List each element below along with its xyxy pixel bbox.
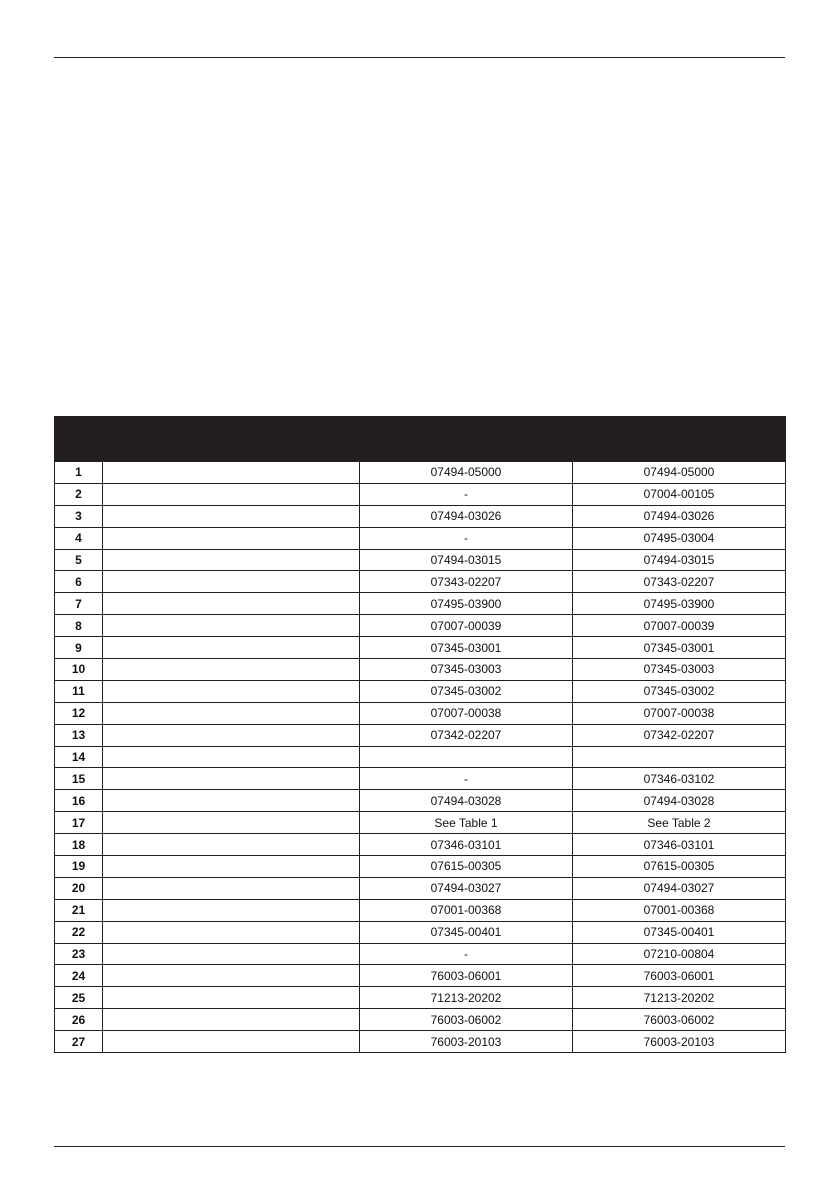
row-number: 26 <box>55 1009 103 1031</box>
table-row <box>55 505 786 527</box>
parts-table-container <box>54 416 785 1053</box>
row-part-number-a: 07494-03026 <box>360 505 573 527</box>
row-part-number-a: 07001-00368 <box>360 899 573 921</box>
table-row <box>55 812 786 834</box>
row-part-number-a: 07007-00038 <box>360 702 573 724</box>
row-part-number-a: 07345-00401 <box>360 921 573 943</box>
table-row <box>55 462 786 484</box>
table-row <box>55 549 786 571</box>
row-description <box>103 1009 360 1031</box>
table-row <box>55 593 786 615</box>
row-part-number-b: See Table 2 <box>573 812 786 834</box>
row-part-number-a: - <box>360 483 573 505</box>
row-description <box>103 571 360 593</box>
row-part-number-b: 07346-03101 <box>573 834 786 856</box>
row-description <box>103 899 360 921</box>
row-description <box>103 746 360 768</box>
row-part-number-a: 07494-03015 <box>360 549 573 571</box>
row-number: 20 <box>55 877 103 899</box>
table-row <box>55 571 786 593</box>
row-part-number-b: 07004-00105 <box>573 483 786 505</box>
row-number: 16 <box>55 790 103 812</box>
table-row <box>55 790 786 812</box>
row-part-number-a: 76003-20103 <box>360 1031 573 1053</box>
row-description <box>103 702 360 724</box>
row-description <box>103 637 360 659</box>
row-part-number-a: See Table 1 <box>360 812 573 834</box>
table-row <box>55 856 786 878</box>
row-part-number-b: 07494-03028 <box>573 790 786 812</box>
row-part-number-b: 76003-06001 <box>573 965 786 987</box>
row-number: 14 <box>55 746 103 768</box>
row-number: 17 <box>55 812 103 834</box>
row-part-number-b: 07345-03003 <box>573 659 786 681</box>
row-description <box>103 790 360 812</box>
row-number: 24 <box>55 965 103 987</box>
row-number: 1 <box>55 462 103 484</box>
top-rule <box>54 57 785 58</box>
row-description <box>103 856 360 878</box>
table-row <box>55 615 786 637</box>
row-number: 8 <box>55 615 103 637</box>
row-description <box>103 834 360 856</box>
row-number: 13 <box>55 724 103 746</box>
row-number: 12 <box>55 702 103 724</box>
row-number: 10 <box>55 659 103 681</box>
row-description <box>103 659 360 681</box>
row-part-number-b: 07345-00401 <box>573 921 786 943</box>
row-part-number-a <box>360 746 573 768</box>
row-part-number-b: 07001-00368 <box>573 899 786 921</box>
row-part-number-b: 07345-03001 <box>573 637 786 659</box>
row-part-number-a: - <box>360 943 573 965</box>
table-body <box>55 462 786 1053</box>
row-part-number-b: 07615-00305 <box>573 856 786 878</box>
row-part-number-b: 07342-02207 <box>573 724 786 746</box>
row-part-number-b: 07495-03004 <box>573 527 786 549</box>
table-row <box>55 943 786 965</box>
row-number: 3 <box>55 505 103 527</box>
row-part-number-a: 76003-06001 <box>360 965 573 987</box>
row-number: 18 <box>55 834 103 856</box>
bottom-rule <box>54 1146 785 1147</box>
row-part-number-a: - <box>360 527 573 549</box>
row-part-number-a: 07345-03002 <box>360 680 573 702</box>
row-part-number-a: 07346-03101 <box>360 834 573 856</box>
row-description <box>103 877 360 899</box>
row-number: 5 <box>55 549 103 571</box>
table-row <box>55 877 786 899</box>
table-row <box>55 921 786 943</box>
row-part-number-b: 07495-03900 <box>573 593 786 615</box>
row-number: 23 <box>55 943 103 965</box>
table-row <box>55 680 786 702</box>
table-row <box>55 637 786 659</box>
row-description <box>103 987 360 1009</box>
row-description <box>103 1031 360 1053</box>
row-part-number-a: 07007-00039 <box>360 615 573 637</box>
row-number: 11 <box>55 680 103 702</box>
table-row <box>55 987 786 1009</box>
row-description <box>103 549 360 571</box>
table-row <box>55 834 786 856</box>
row-description <box>103 680 360 702</box>
row-number: 9 <box>55 637 103 659</box>
row-part-number-b: 07494-03015 <box>573 549 786 571</box>
row-part-number-b: 07345-03002 <box>573 680 786 702</box>
table-header-row <box>55 417 786 462</box>
row-description <box>103 462 360 484</box>
row-number: 4 <box>55 527 103 549</box>
row-description <box>103 768 360 790</box>
row-description <box>103 483 360 505</box>
row-number: 15 <box>55 768 103 790</box>
parts-table <box>54 416 786 1053</box>
row-number: 6 <box>55 571 103 593</box>
row-part-number-b <box>573 746 786 768</box>
row-part-number-a: 07345-03003 <box>360 659 573 681</box>
table-row <box>55 965 786 987</box>
row-part-number-b: 71213-20202 <box>573 987 786 1009</box>
row-part-number-a: 07343-02207 <box>360 571 573 593</box>
row-part-number-b: 07007-00039 <box>573 615 786 637</box>
row-part-number-b: 07210-00804 <box>573 943 786 965</box>
row-part-number-a: 07494-05000 <box>360 462 573 484</box>
row-number: 21 <box>55 899 103 921</box>
row-description <box>103 527 360 549</box>
header-cell-part-a <box>360 417 573 462</box>
row-description <box>103 943 360 965</box>
row-part-number-b: 76003-06002 <box>573 1009 786 1031</box>
table-row <box>55 483 786 505</box>
row-part-number-b: 07343-02207 <box>573 571 786 593</box>
table-row <box>55 746 786 768</box>
table-row <box>55 1009 786 1031</box>
table-row <box>55 659 786 681</box>
table-row <box>55 702 786 724</box>
row-number: 7 <box>55 593 103 615</box>
row-description <box>103 505 360 527</box>
row-description <box>103 615 360 637</box>
table-row <box>55 768 786 790</box>
row-description <box>103 593 360 615</box>
row-number: 27 <box>55 1031 103 1053</box>
row-description <box>103 812 360 834</box>
table-row <box>55 899 786 921</box>
row-part-number-a: 07494-03027 <box>360 877 573 899</box>
row-number: 22 <box>55 921 103 943</box>
row-part-number-a: 71213-20202 <box>360 987 573 1009</box>
table-row <box>55 527 786 549</box>
row-part-number-b: 07494-05000 <box>573 462 786 484</box>
row-description <box>103 724 360 746</box>
header-cell-part-b <box>573 417 786 462</box>
row-part-number-b: 07007-00038 <box>573 702 786 724</box>
row-description <box>103 965 360 987</box>
row-part-number-a: - <box>360 768 573 790</box>
table-row <box>55 1031 786 1053</box>
row-part-number-a: 76003-06002 <box>360 1009 573 1031</box>
row-number: 19 <box>55 856 103 878</box>
row-part-number-b: 07346-03102 <box>573 768 786 790</box>
row-number: 25 <box>55 987 103 1009</box>
row-part-number-a: 07345-03001 <box>360 637 573 659</box>
table-row <box>55 724 786 746</box>
row-part-number-a: 07495-03900 <box>360 593 573 615</box>
row-part-number-a: 07494-03028 <box>360 790 573 812</box>
row-part-number-b: 07494-03026 <box>573 505 786 527</box>
header-cell-description <box>103 417 360 462</box>
row-part-number-b: 07494-03027 <box>573 877 786 899</box>
row-part-number-a: 07615-00305 <box>360 856 573 878</box>
row-number: 2 <box>55 483 103 505</box>
row-part-number-a: 07342-02207 <box>360 724 573 746</box>
header-cell-number <box>55 417 103 462</box>
row-description <box>103 921 360 943</box>
row-part-number-b: 76003-20103 <box>573 1031 786 1053</box>
